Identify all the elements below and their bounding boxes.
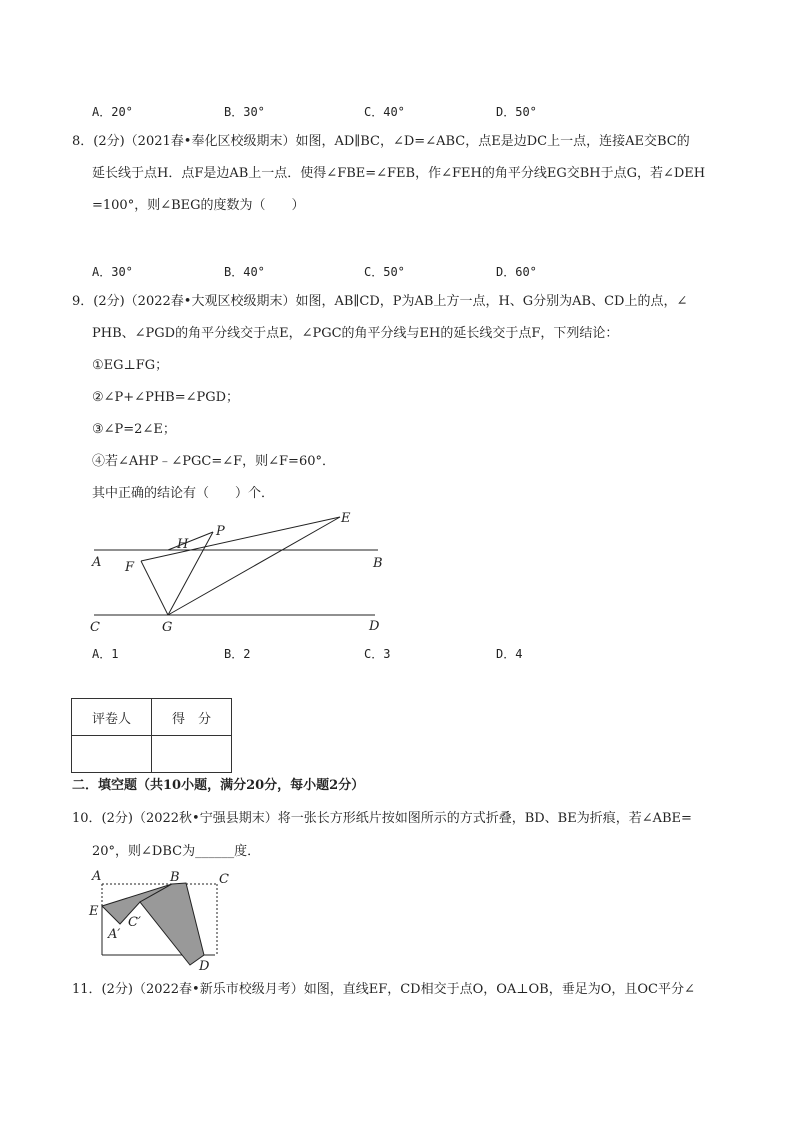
label-c-prime: C′ [128, 915, 141, 930]
q9-option-a: A．1 [92, 647, 119, 661]
q9-conclusion-2: ②∠P+∠PHB=∠PGD； [92, 390, 240, 405]
label-d: D [369, 619, 380, 634]
label-p: P [216, 524, 225, 539]
q9-line2: PHB、∠PGD的角平分线交于点E，∠PGC的角平分线与EH的延长线交于点F，下列结论： [92, 326, 619, 341]
label-b: B [170, 870, 180, 885]
q9-option-d: D．4 [496, 647, 523, 661]
score-header: 得 分 [152, 699, 232, 736]
q8-option-c: C．50° [364, 265, 405, 279]
label-c: C [219, 872, 229, 887]
grader-header: 评卷人 [72, 699, 152, 736]
label-h: H [177, 537, 189, 552]
q7-option-c: C．40° [364, 105, 405, 119]
q8-option-d: D．60° [496, 265, 537, 279]
q9-line1: 9．(2分)（2022春•大观区校级期末）如图，AB∥CD，P为AB上方一点，H、G分别为AB、CD上的点，∠ [72, 294, 688, 309]
q8-line3: =100°，则∠BEG的度数为（ ） [92, 198, 305, 213]
grader-cell [72, 736, 152, 773]
section-heading: 二．填空题（共10小题，满分20分，每小题2分） [72, 778, 365, 793]
label-c: C [90, 620, 100, 635]
q9-option-c: C．3 [364, 647, 391, 661]
score-table [71, 698, 232, 773]
label-e: E [341, 511, 351, 526]
q10-line2: 20°，则∠DBC为______度． [92, 844, 261, 859]
q9-conclusion-1: ①EG⊥FG； [92, 358, 169, 373]
score-cell [152, 736, 232, 773]
label-d: D [199, 959, 210, 973]
q11-line1: 11．(2分)（2022春•新乐市校级月考）如图，直线EF，CD相交于点O，OA⊥OB，垂足为O，且OC平分∠ [72, 982, 695, 997]
label-e: E [89, 904, 99, 919]
q8-line1: 8．(2分)（2021春•奉化区校级期末）如图，AD∥BC，∠D=∠ABC，点E是边DC上一点，连接AE交BC的 [72, 134, 690, 149]
q7-option-a: A．20° [92, 105, 133, 119]
q8-option-a: A．30° [92, 265, 133, 279]
q9-conclusion-3: ③∠P=2∠E； [92, 422, 176, 437]
q9-conclusion-4: ④若∠AHP﹣∠PGC=∠F，则∠F=60°． [92, 454, 335, 469]
label-a-prime: A′ [108, 927, 121, 942]
label-g: G [162, 620, 173, 635]
q9-option-b: B．2 [224, 647, 251, 661]
q10-line1: 10．(2分)（2022秋•宁强县期末）将一张长方形纸片按如图所示的方式折叠，BD、BE为折痕，若∠ABE= [72, 811, 692, 826]
q7-option-d: D．50° [496, 105, 537, 119]
label-b: B [373, 556, 383, 571]
q8-line2: 延长线于点H．点F是边AB上一点．使得∠FBE=∠FEB，作∠FEH的角平分线EG交BH于点G，若∠DEH [92, 166, 706, 181]
q7-option-b: B．30° [224, 105, 265, 119]
label-a: A [92, 555, 102, 570]
q9-figure [80, 505, 400, 640]
label-a: A [92, 869, 102, 884]
q10-figure [85, 865, 235, 973]
q9-line3: 其中正确的结论有（ ）个． [92, 486, 275, 501]
label-f: F [125, 560, 135, 575]
q8-option-b: B．40° [224, 265, 265, 279]
